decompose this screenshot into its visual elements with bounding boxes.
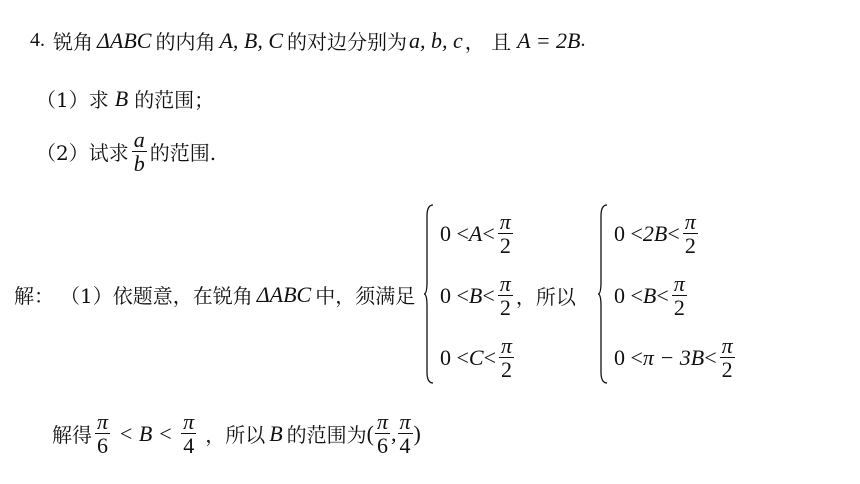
system1-var-c: C: [468, 344, 484, 370]
result-line: [52, 410, 421, 457]
pi-over-2: $\frac{\pi}{2}$: [499, 209, 511, 259]
system2-row-2: 0 < B < $\frac{\pi}{2}$: [614, 271, 685, 321]
pi-over-6: $\frac{\pi}{6}$: [97, 409, 109, 459]
system2-row-3: 0 < π − 3B < $\frac{\pi}{2}$: [614, 333, 733, 383]
close-paren: ): [413, 420, 421, 446]
system2-var-pi-minus-3b: π − 3B: [642, 344, 705, 370]
q2-numerator: a: [133, 127, 145, 152]
pi-over-2: $\frac{\pi}{2}$: [501, 333, 513, 383]
interval-comma: ,: [391, 420, 397, 446]
solution-label: 解：: [14, 284, 54, 308]
problem-statement: [30, 26, 585, 55]
interval-right: $\frac{\pi}{4}$: [399, 409, 411, 459]
inequality-middle: < B <: [113, 420, 179, 446]
interval-left: $\frac{\pi}{6}$: [376, 409, 389, 459]
system1-var-a: A: [468, 220, 483, 246]
solution-triangle: ΔABC: [256, 281, 312, 307]
angle-condition: A = 2B: [517, 27, 581, 53]
triangle-label: ΔABC: [97, 27, 152, 53]
system1-row-2: 0 < B < $\frac{\pi}{2}$ ， 所以: [440, 271, 576, 321]
question-1: [36, 84, 214, 113]
q1-variable: B: [114, 85, 129, 111]
problem-number: 4.: [30, 29, 45, 51]
q2-denominator: b: [133, 151, 145, 177]
side-list: a, b, c: [409, 27, 463, 53]
comma: ，: [515, 285, 536, 310]
stem-text-a: 锐角: [53, 30, 93, 54]
solution-intro: [14, 280, 415, 309]
q2-prefix: （2）试求: [36, 141, 129, 166]
pi-over-2: $\frac{\pi}{2}$: [673, 271, 685, 321]
system1-row-3: 0 < C < $\frac{\pi}{2}$: [440, 333, 513, 383]
q1-suffix: 的范围；: [134, 88, 215, 112]
result-text: ，所以: [205, 423, 266, 448]
left-brace-1: [424, 204, 434, 384]
open-paren: (: [366, 420, 374, 446]
q1-prefix: （1）求: [36, 88, 109, 112]
pi-over-2: $\frac{\pi}{2}$: [721, 333, 733, 383]
system1-var-b: B: [468, 282, 483, 308]
system2-var-2b: 2B: [642, 220, 668, 246]
stem-end: .: [580, 29, 586, 51]
left-brace-2: [598, 204, 608, 384]
angle-list: A, B, C: [219, 27, 284, 53]
stem-text-c: 的对边分别为: [287, 30, 408, 54]
q2-fraction: [132, 128, 147, 175]
pi-over-4: $\frac{\pi}{4}$: [183, 409, 195, 459]
part1-text: （1）依题意，在锐角: [60, 284, 253, 308]
question-2: [36, 128, 216, 175]
q2-suffix: 的范围.: [149, 141, 217, 166]
result-text-2: 的范围为: [286, 423, 367, 448]
stem-text-d: ， 且: [464, 30, 512, 54]
pi-over-2: $\frac{\pi}{2}$: [684, 209, 696, 259]
system2-var-b: B: [642, 282, 657, 308]
so-text: 所以: [535, 285, 576, 310]
stem-text-b: 的内角: [155, 30, 216, 54]
result-variable: B: [269, 420, 283, 446]
result-prefix: 解得: [52, 423, 92, 448]
pi-over-2: $\frac{\pi}{2}$: [499, 271, 511, 321]
system1-row-1: 0 < A < $\frac{\pi}{2}$: [440, 209, 511, 259]
system2-row-1: 0 < 2B < $\frac{\pi}{2}$: [614, 209, 696, 259]
solution-mid-text: 中，须满足: [315, 284, 416, 308]
